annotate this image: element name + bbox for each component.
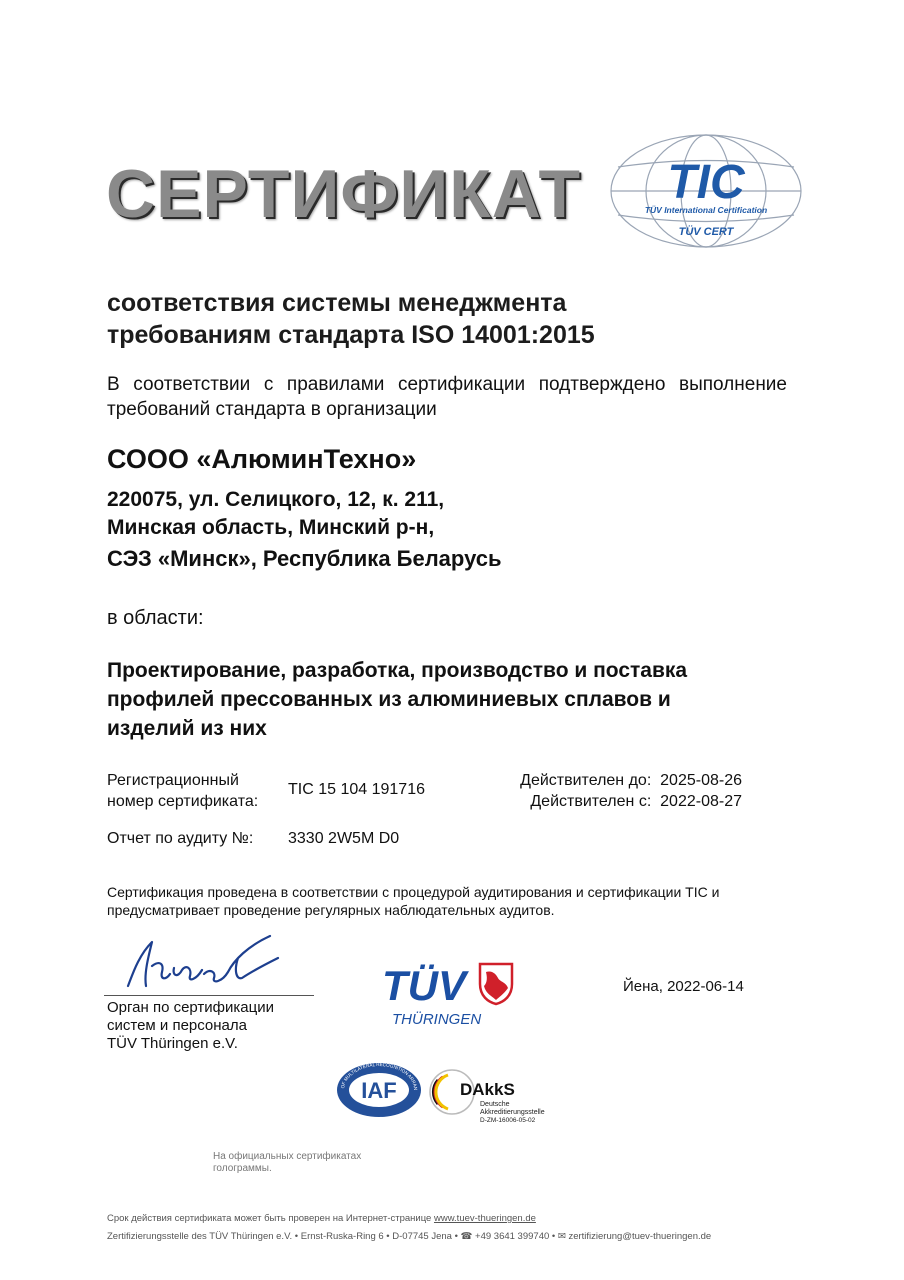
valid-until-date: 2025-08-26 bbox=[660, 772, 742, 789]
subtitle-line1: соответствия системы менеджмента bbox=[107, 289, 567, 317]
registration-number: TIC 15 104 191716 bbox=[288, 781, 425, 798]
tic-line2: TÜV CERT bbox=[678, 226, 734, 238]
certificate-title: СЕРТИФИКАТ bbox=[106, 156, 582, 232]
address-line2: Минская область, Минский р-н, bbox=[107, 516, 435, 539]
tic-mark: TIC bbox=[667, 156, 745, 209]
certification-body bbox=[107, 999, 274, 1053]
iaf-ring-text: OF MULTILATERAL RECOGNITION ARRAN bbox=[340, 1062, 419, 1091]
body-line1: Орган по сертификации bbox=[107, 999, 274, 1016]
scope-line1: Проектирование, разработка, производство и поставка bbox=[107, 659, 688, 682]
address-line1: 220075, ул. Селицкого, 12, к. 211, bbox=[107, 488, 445, 511]
iaf-logo bbox=[336, 1062, 422, 1118]
footer-validity bbox=[107, 1213, 536, 1224]
valid-from-label: Действителен с: bbox=[530, 793, 652, 810]
dakks-line3: D-ZM-16006-05-02 bbox=[480, 1117, 536, 1124]
tuv-sub: THÜRINGEN bbox=[392, 1011, 482, 1028]
tic-line1: TÜV International Certification bbox=[644, 205, 768, 215]
dakks-mark: DAkkS bbox=[460, 1080, 515, 1099]
registration-label bbox=[107, 770, 258, 812]
valid-until-label: Действителен до: bbox=[520, 772, 652, 789]
company-name: СООО «АлюминТехно» bbox=[107, 444, 417, 474]
tuv-mark: TÜV bbox=[382, 962, 466, 1009]
scope-label: в области: bbox=[107, 607, 204, 629]
hologram-line1: На официальных сертификатах bbox=[213, 1151, 362, 1162]
signature-line bbox=[104, 995, 314, 996]
company-address bbox=[107, 486, 502, 573]
address-line3: СЭЗ «Минск», Республика Беларусь bbox=[107, 546, 502, 571]
validity-block bbox=[470, 770, 742, 812]
hologram-line2: голограммы. bbox=[213, 1163, 272, 1174]
footer-contact: Zertifizierungsstelle des TÜV Thüringen e.V. • Ernst-Ruska-Ring 6 • D-07745 Jena • ☎ +49 3641 399740 • ✉ zertifizierung@tuev-thueringen.de bbox=[107, 1231, 712, 1242]
scope-line2: профилей прессованных из алюминиевых сплавов и bbox=[107, 688, 671, 711]
issue-date: Йена, 2022-06-14 bbox=[623, 978, 744, 995]
certificate-subtitle bbox=[107, 287, 807, 351]
subtitle-line2: требованиям стандарта ISO 14001:2015 bbox=[107, 321, 595, 349]
audit-number: 3330 2W5M D0 bbox=[288, 830, 400, 847]
valid-until-row bbox=[470, 770, 742, 791]
footer-validity-text: Срок действия сертификата может быть проверен на Интернет-странице bbox=[107, 1213, 432, 1224]
tic-logo bbox=[608, 132, 804, 250]
tuv-thueringen-logo bbox=[382, 962, 517, 1028]
tuv-shield-icon bbox=[480, 964, 512, 1004]
signature-image bbox=[108, 928, 288, 994]
intro-text: В соответствии с правилами сертификации подтверждено выполнение требований стандарта в организации bbox=[107, 374, 787, 420]
valid-from-date: 2022-08-27 bbox=[660, 793, 742, 810]
note-line1: Сертификация проведена в соответствии с процедурой аудитирования и сертификации TIC и bbox=[107, 884, 720, 900]
audit-label: Отчет по аудиту №: bbox=[107, 830, 254, 847]
scope-line3: изделий из них bbox=[107, 717, 267, 740]
registration-label-line1: Регистрационный bbox=[107, 772, 239, 789]
certification-note bbox=[107, 883, 767, 919]
hologram-note bbox=[213, 1151, 361, 1175]
footer-url-link[interactable]: www.tuev-thueringen.de bbox=[433, 1213, 536, 1224]
dakks-logo bbox=[428, 1064, 568, 1128]
iaf-mark: IAF bbox=[361, 1078, 397, 1103]
note-line2: предусматривает проведение регулярных наблюдательных аудитов. bbox=[107, 902, 555, 918]
scope-text bbox=[107, 656, 797, 743]
dakks-line1: Deutsche bbox=[480, 1101, 510, 1108]
dakks-line2: Akkreditierungsstelle bbox=[480, 1109, 545, 1116]
valid-from-row bbox=[470, 791, 742, 812]
body-line3: TÜV Thüringen e.V. bbox=[107, 1035, 238, 1052]
body-line2: систем и персонала bbox=[107, 1017, 247, 1034]
registration-label-line2: номер сертификата: bbox=[107, 793, 259, 810]
